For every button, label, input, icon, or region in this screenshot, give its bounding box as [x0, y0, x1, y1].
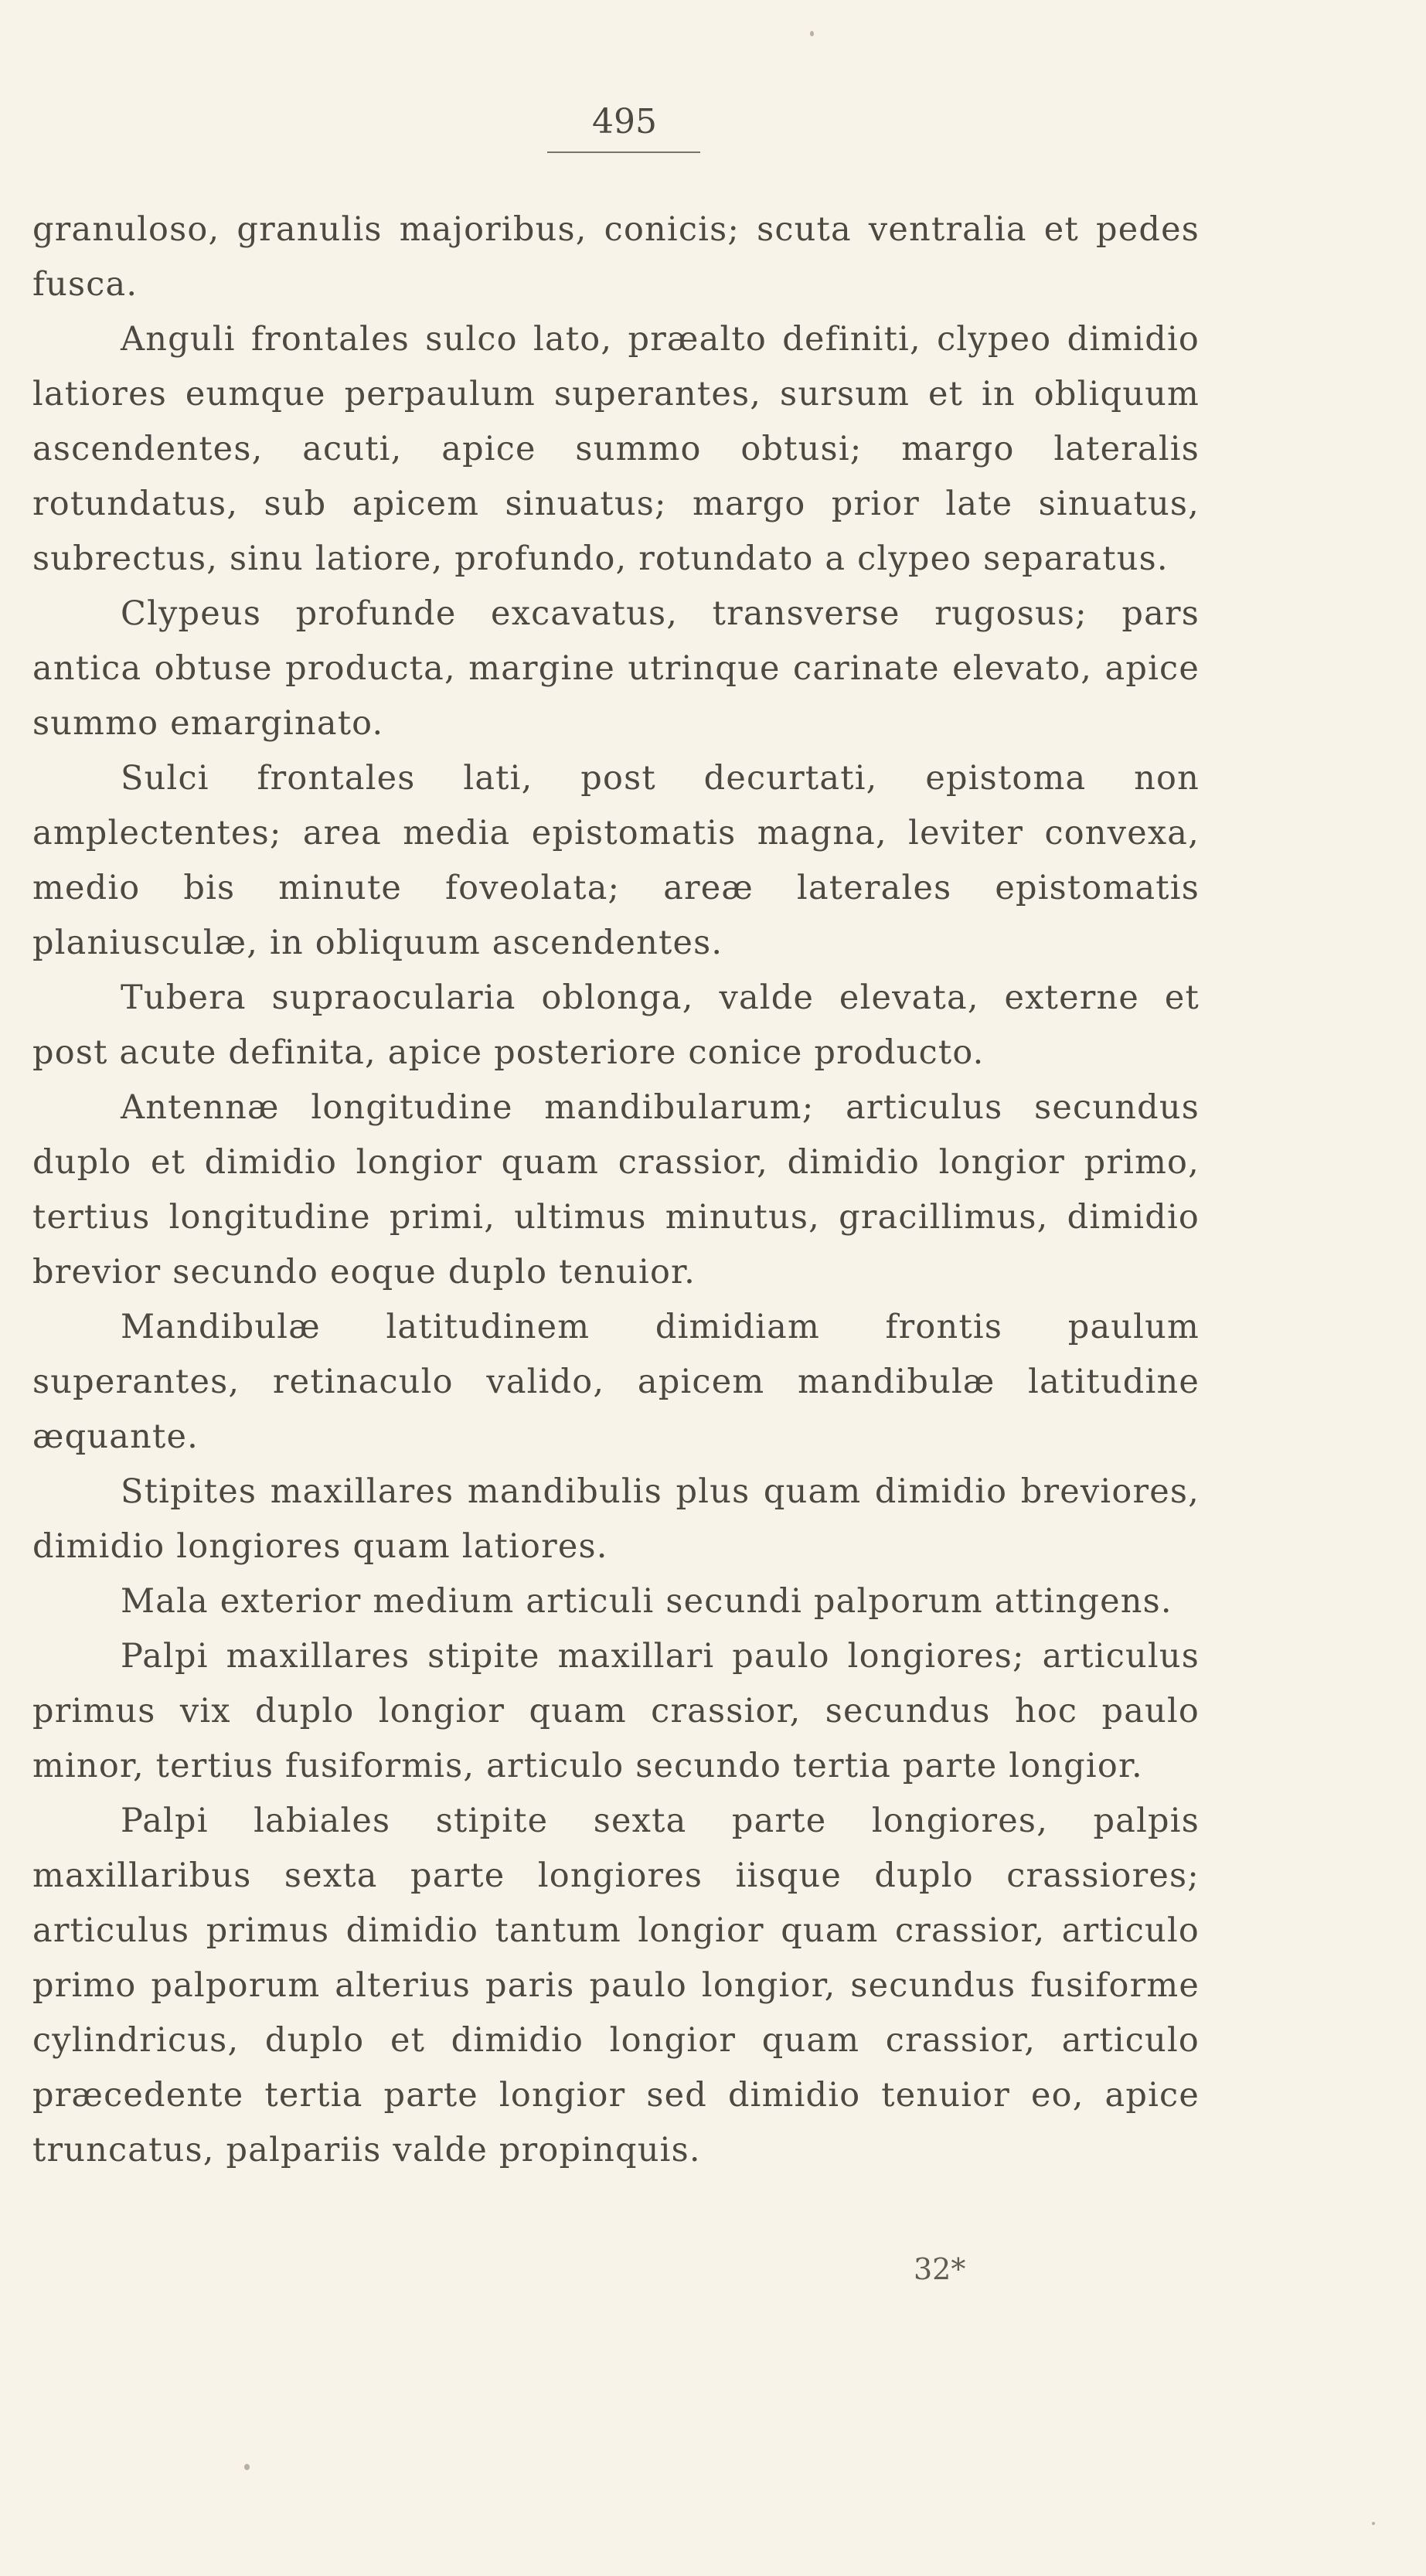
paper-speck	[244, 2464, 250, 2470]
paragraph-palpi-labiales: Palpi labiales stipite sexta parte longiores, palpis maxillaribus sexta parte longiores iisque duplo crassiores; articulus primus dimidio tantum longior quam crassior, articulo primo palporum alterius paris paulo longior, secundus fusiforme cylindricus, duplo et dimidio longior quam crassior, articulo præcedente tertia parte longior sed dimidio tenuior eo, apice truncatus, palpariis valde propinquis.	[32, 1802, 1200, 2169]
paragraph-tubera-supraocularia: Tubera supraocularia oblonga, valde elevata, externe et post acute definita, apice posteriore conice producto.	[32, 978, 1200, 1072]
page-number-rule	[547, 151, 700, 153]
paper-speck	[810, 31, 814, 36]
paragraph-stipites-maxillares: Stipites maxillares mandibulis plus quam dimidio breviores, dimidio longiores quam latiores.	[32, 1472, 1200, 1566]
paragraph-mala-exterior: Mala exterior medium articuli secundi palporum attingens.	[121, 1582, 1172, 1621]
page-number: 495	[592, 102, 657, 141]
paragraph-mandibulae: Mandibulæ latitudinem dimidiam frontis paulum superantes, retinaculo valido, apicem mandibulæ latitudine æquante.	[32, 1308, 1200, 1456]
paragraph-clypeus: Clypeus profunde excavatus, transverse rugosus; pars antica obtuse producta, margine utrinque carinate elevato, apice summo emarginato.	[32, 594, 1200, 743]
paragraph-sulci-frontales: Sulci frontales lati, post decurtati, epistoma non amplectentes; area media epistomatis magna, leviter convexa, medio bis minute foveolata; areæ laterales epistomatis planiusculæ, in obliquum ascendentes.	[32, 759, 1200, 962]
paper-speck	[1372, 2522, 1375, 2525]
signature-mark: 32*	[914, 2252, 966, 2286]
paragraph-palpi-maxillares: Palpi maxillares stipite maxillari paulo longiores; articulus primus vix duplo longior quam crassior, secundus hoc paulo minor, tertius fusiformis, articulo secundo tertia parte longior.	[32, 1637, 1200, 1785]
paragraph-antennae: Antennæ longitudine mandibularum; articulus secundus duplo et dimidio longior quam crassior, dimidio longior primo, tertius longitudine primi, ultimus minutus, gracillimus, dimidio brevior secundo eoque duplo tenuior.	[32, 1088, 1200, 1291]
paragraph-continuation: granuloso, granulis majoribus, conicis; scuta ventralia et pedes fusca.	[32, 210, 1200, 304]
page-body	[32, 202, 1200, 2178]
paragraph-anguli-frontales: Anguli frontales sulco lato, præalto definiti, clypeo dimidio latiores eumque perpaulum superantes, sursum et in obliquum ascendentes, acuti, apice summo obtusi; margo lateralis rotundatus, sub apicem sinuatus; margo prior late sinuatus, subrectus, sinu latiore, profundo, rotundato a clypeo separatus.	[32, 320, 1200, 578]
